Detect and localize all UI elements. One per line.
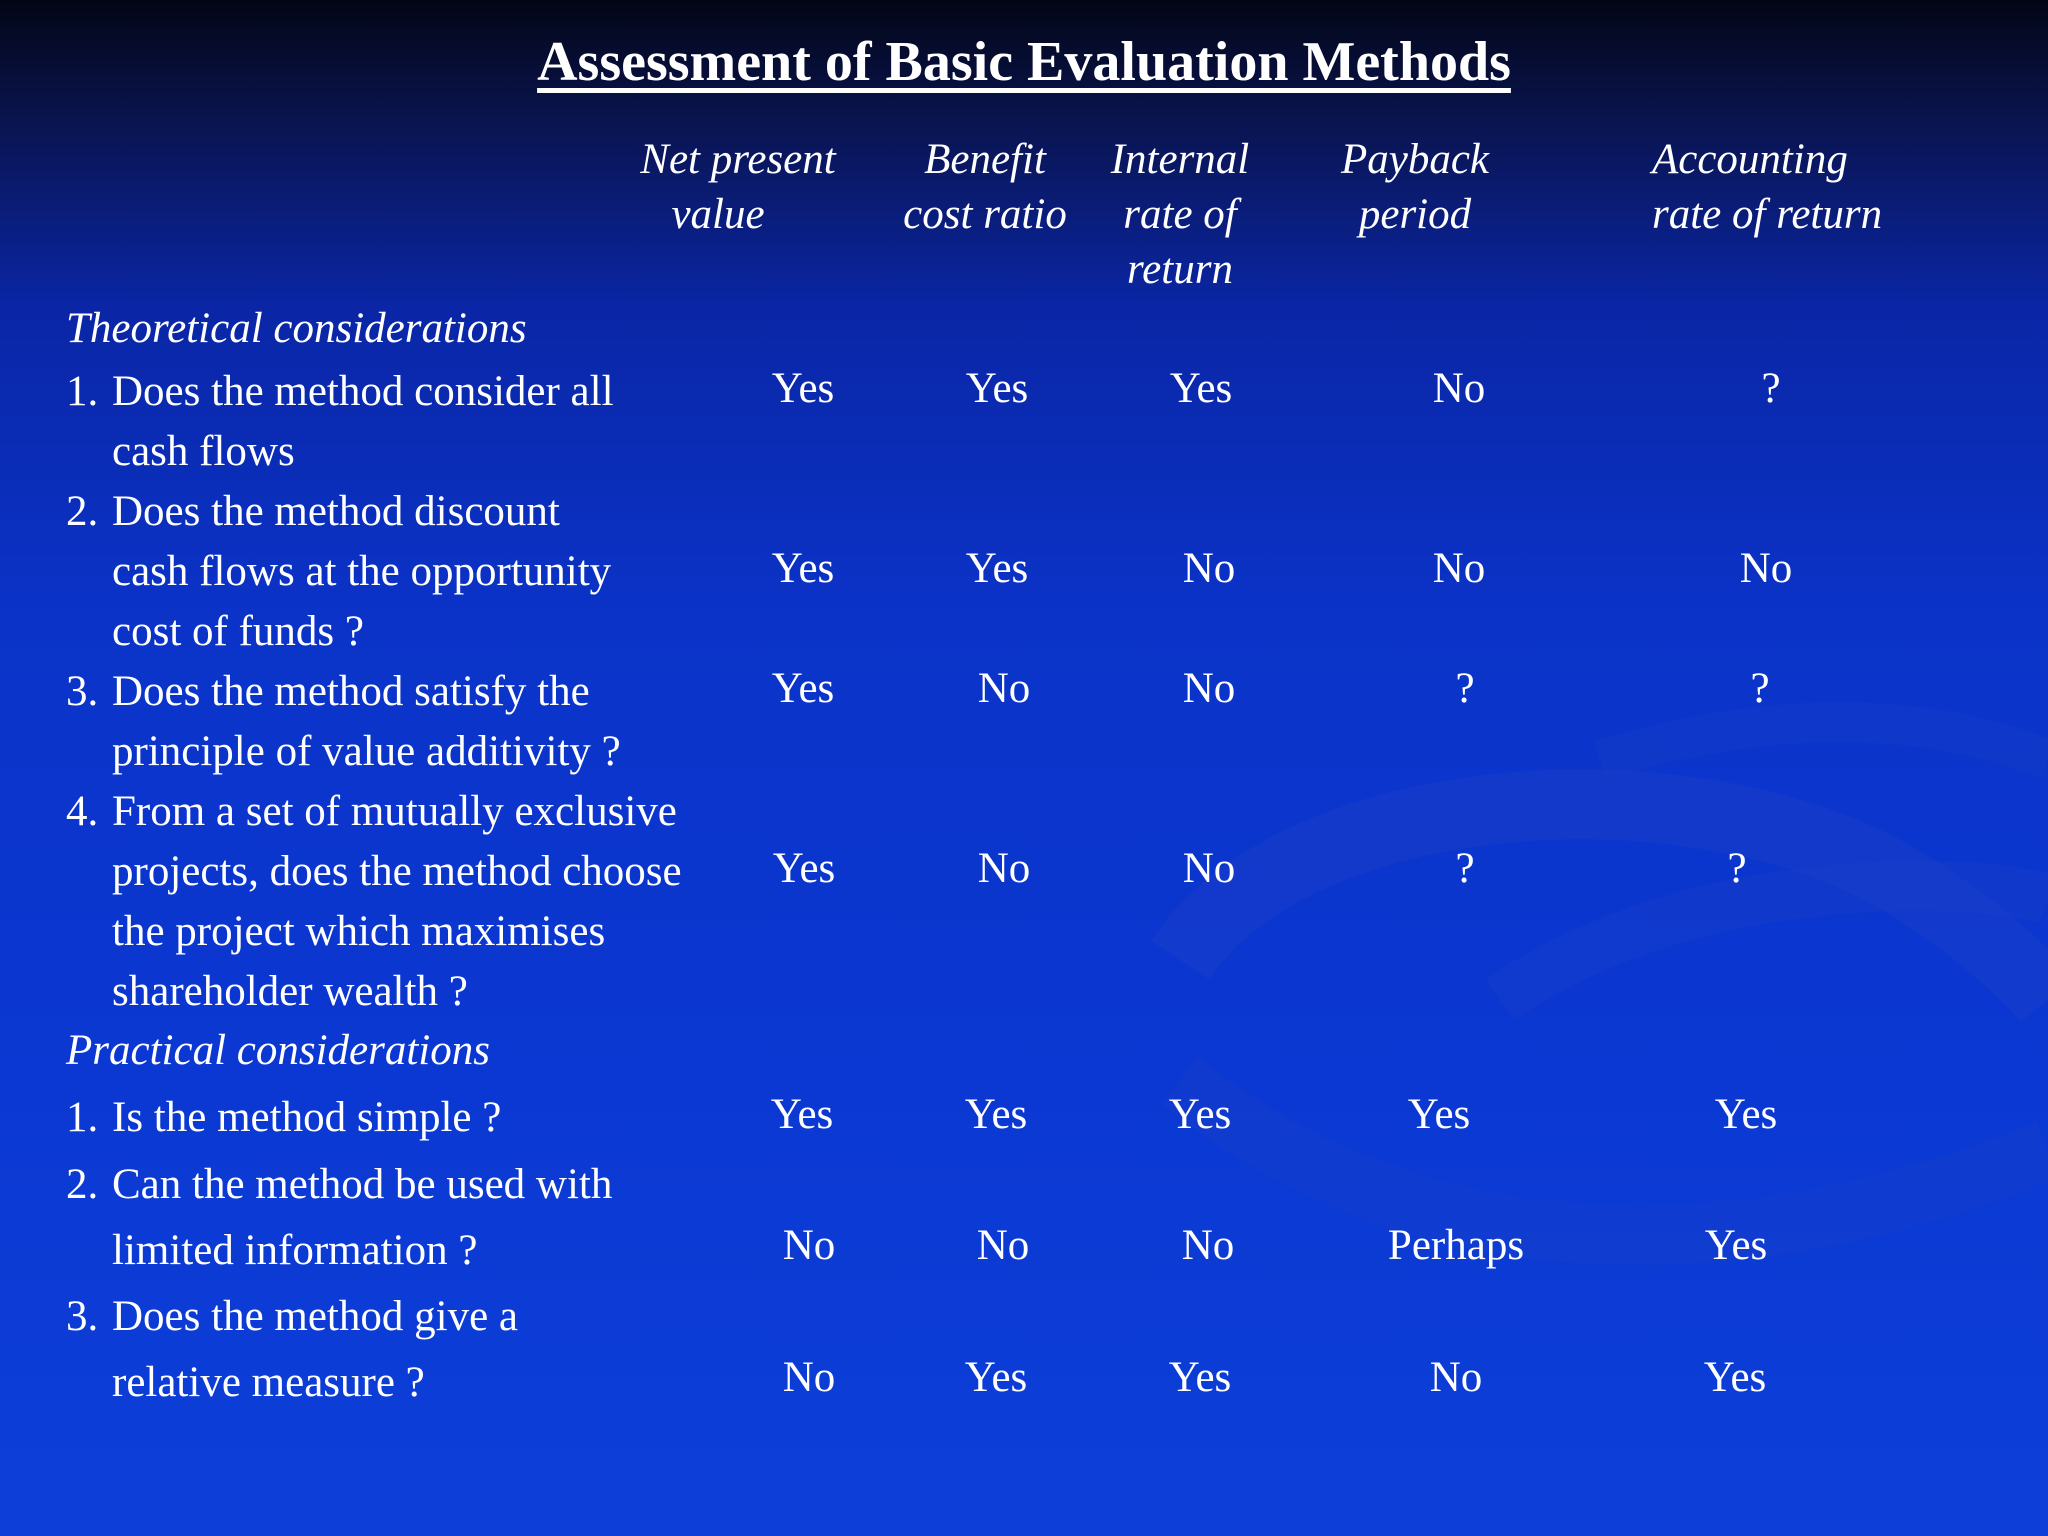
column-header-payback: Payback period — [1340, 136, 1490, 238]
cell-p2-arr: Yes — [1704, 1222, 1768, 1269]
cell-t2-arr: No — [1739, 545, 1793, 592]
cell-t4-payback: ? — [1455, 845, 1475, 892]
section-heading-practical: Practical considerations — [66, 1027, 490, 1074]
cell-t4-arr: ? — [1727, 845, 1747, 892]
cell-p2-irr: No — [1181, 1222, 1235, 1269]
question-theoretical-2: 2. Does the method discount cash flows at the opportunity cost of funds ? — [66, 488, 612, 655]
cell-p1-irr: Yes — [1168, 1091, 1232, 1138]
question-practical-3: 3. Does the method give a relative measure ? — [66, 1293, 519, 1406]
cell-p3-payback: No — [1429, 1354, 1483, 1401]
cell-t2-payback: No — [1432, 545, 1486, 592]
column-header-npv: Net present value — [640, 136, 836, 238]
cell-t2-irr: No — [1182, 545, 1236, 592]
cell-p3-arr: Yes — [1703, 1354, 1767, 1401]
cell-p3-npv: No — [782, 1354, 836, 1401]
question-theoretical-1: 1. Does the method consider all cash flows — [66, 368, 614, 475]
slide-title: Assessment of Basic Evaluation Methods — [537, 31, 1511, 93]
cell-t1-irr: Yes — [1169, 365, 1233, 412]
cell-p1-payback: Yes — [1407, 1091, 1471, 1138]
cell-p3-irr: Yes — [1168, 1354, 1232, 1401]
question-theoretical-3: 3. Does the method satisfy the principle of value additivity ? — [66, 668, 621, 775]
cell-t3-bcr: No — [977, 665, 1031, 712]
cell-t3-irr: No — [1182, 665, 1236, 712]
cell-p1-arr: Yes — [1714, 1091, 1778, 1138]
question-practical-1: 1. Is the method simple ? — [66, 1094, 502, 1141]
cell-p1-bcr: Yes — [964, 1091, 1028, 1138]
cell-t3-npv: Yes — [771, 665, 835, 712]
cell-p2-payback: Perhaps — [1387, 1222, 1525, 1269]
cell-t1-payback: No — [1432, 365, 1486, 412]
cell-t2-npv: Yes — [771, 545, 835, 592]
cell-p2-bcr: No — [976, 1222, 1030, 1269]
cell-p2-npv: No — [782, 1222, 836, 1269]
column-header-arr: Accounting rate of return — [1652, 136, 1883, 238]
cell-p1-npv: Yes — [770, 1091, 834, 1138]
column-header-bcr: Benefit cost ratio — [903, 136, 1067, 238]
cell-t3-arr: ? — [1750, 665, 1770, 712]
cell-t3-payback: ? — [1455, 665, 1475, 712]
column-header-irr: Internal rate of return — [1110, 136, 1250, 293]
cell-t2-bcr: Yes — [965, 545, 1029, 592]
section-heading-theoretical: Theoretical considerations — [66, 305, 527, 352]
cell-t1-bcr: Yes — [965, 365, 1029, 412]
cell-t4-bcr: No — [977, 845, 1031, 892]
cell-t4-irr: No — [1182, 845, 1236, 892]
question-practical-2: 2. Can the method be used with limited information ? — [66, 1161, 613, 1274]
cell-t1-arr: ? — [1761, 365, 1781, 412]
cell-p3-bcr: Yes — [964, 1354, 1028, 1401]
question-theoretical-4: 4. From a set of mutually exclusive projects, does the method choose the project which maximises shareholder wealth ? — [66, 788, 682, 1015]
cell-t4-npv: Yes — [772, 845, 836, 892]
cell-t1-npv: Yes — [771, 365, 835, 412]
